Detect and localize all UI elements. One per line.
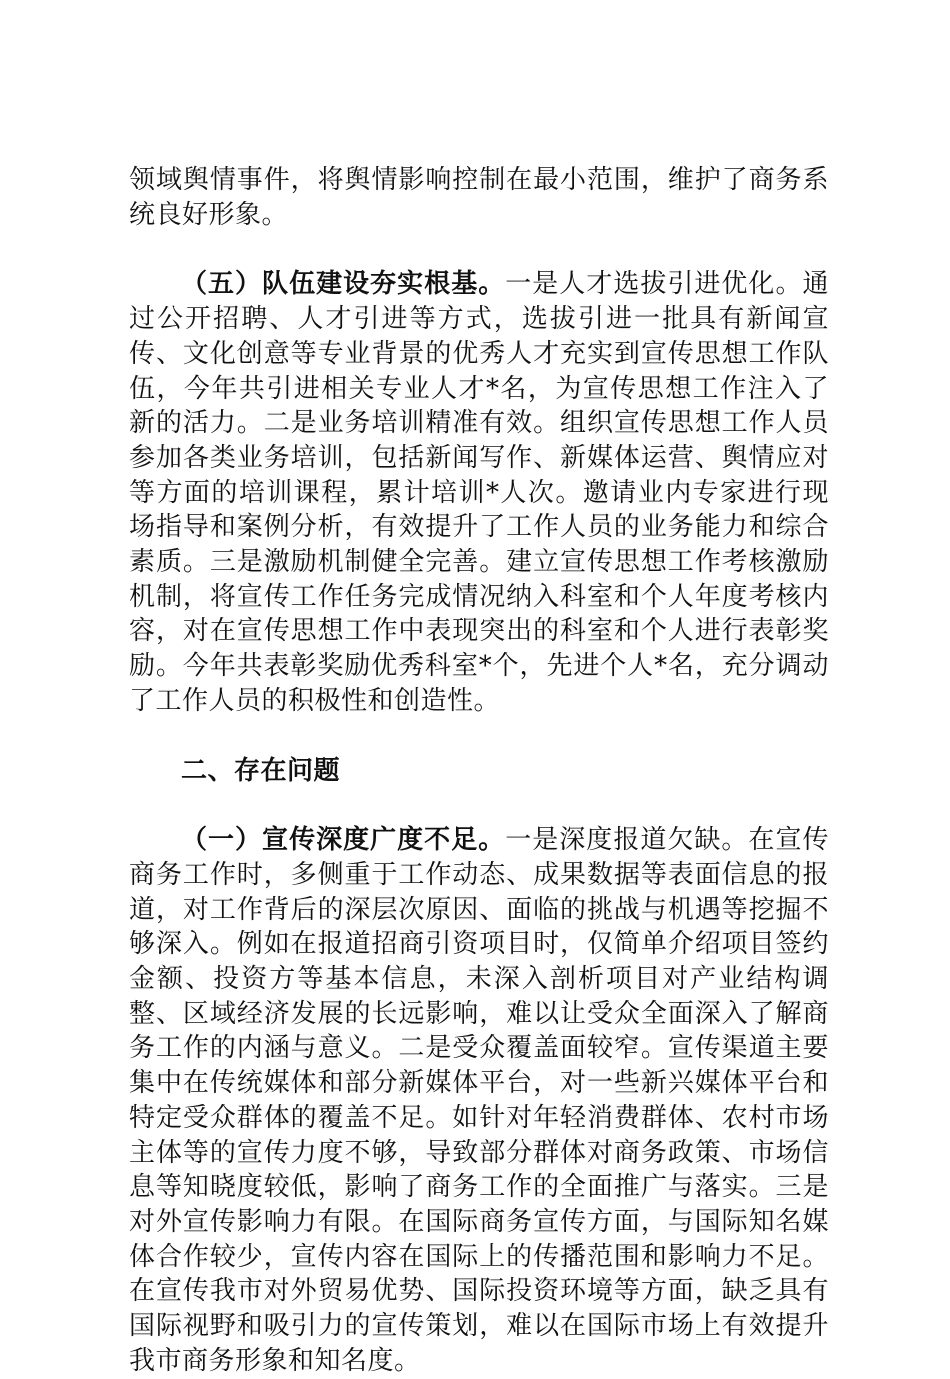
lead-paragraph bbox=[129, 163, 829, 232]
lead-text: 领域舆情事件，将舆情影响控制在最小范围，维护了商务系统良好形象。 bbox=[129, 165, 829, 230]
document-body bbox=[129, 163, 829, 1379]
issue1-paragraph bbox=[129, 823, 829, 1378]
section-title-problems: 二、存在问题 bbox=[181, 755, 341, 786]
section5-body: 一是人才选拔引进优化。通过公开招聘、人才引进等方式，选拔引进一批具有新闻宣传、文化创意等专业背景的优秀人才充实到宣传思想工作队伍，今年共引进相关专业人才*名，为宣传思想工作注入了新的活力。二是业务培训精准有效。组织宣传思想工作人员参加各类业务培训，包括新闻写作、新媒体运营、舆情应对等方面的培训课程，累计培训*人次。邀请业内专家进行现场指导和案例分析，有效提升了工作人员的业务能力和综合素质。三是激励机制健全完善。建立宣传思想工作考核激励机制，将宣传工作任务完成情况纳入科室和个人年度考核内容，对在宣传思想工作中表现突出的科室和个人进行表彰奖励。今年共表彰奖励优秀科室*个，先进个人*名，充分调动了工作人员的积极性和创造性。 bbox=[129, 269, 829, 716]
issue1-body: 一是深度报道欠缺。在宣传商务工作时，多侧重于工作动态、成果数据等表面信息的报道，对工作背后的深层次原因、面临的挑战与机遇等挖掘不够深入。例如在报道招商引资项目时，仅简单介绍项目签约金额、投资方等基本信息，未深入剖析项目对产业结构调整、区域经济发展的长远影响，难以让受众全面深入了解商务工作的内涵与意义。二是受众覆盖面较窄。宣传渠道主要集中在传统媒体和部分新媒体平台，对一些新兴媒体平台和特定受众群体的覆盖不足。如针对年轻消费群体、农村市场主体等的宣传力度不够，导致部分群体对商务政策、市场信息等知晓度较低，影响了商务工作的全面推广与落实。三是对外宣传影响力有限。在国际商务宣传方面，与国际知名媒体合作较少，宣传内容在国际上的传播范围和影响力不足。在宣传我市对外贸易优势、国际投资环境等方面，缺乏具有国际视野和吸引力的宣传策划，难以在国际市场上有效提升我市商务形象和知名度。 bbox=[129, 825, 829, 1376]
section5-heading: （五）队伍建设夯实根基。 bbox=[181, 269, 506, 300]
section5-paragraph bbox=[129, 267, 829, 718]
issue1-heading: （一）宣传深度广度不足。 bbox=[181, 825, 506, 856]
